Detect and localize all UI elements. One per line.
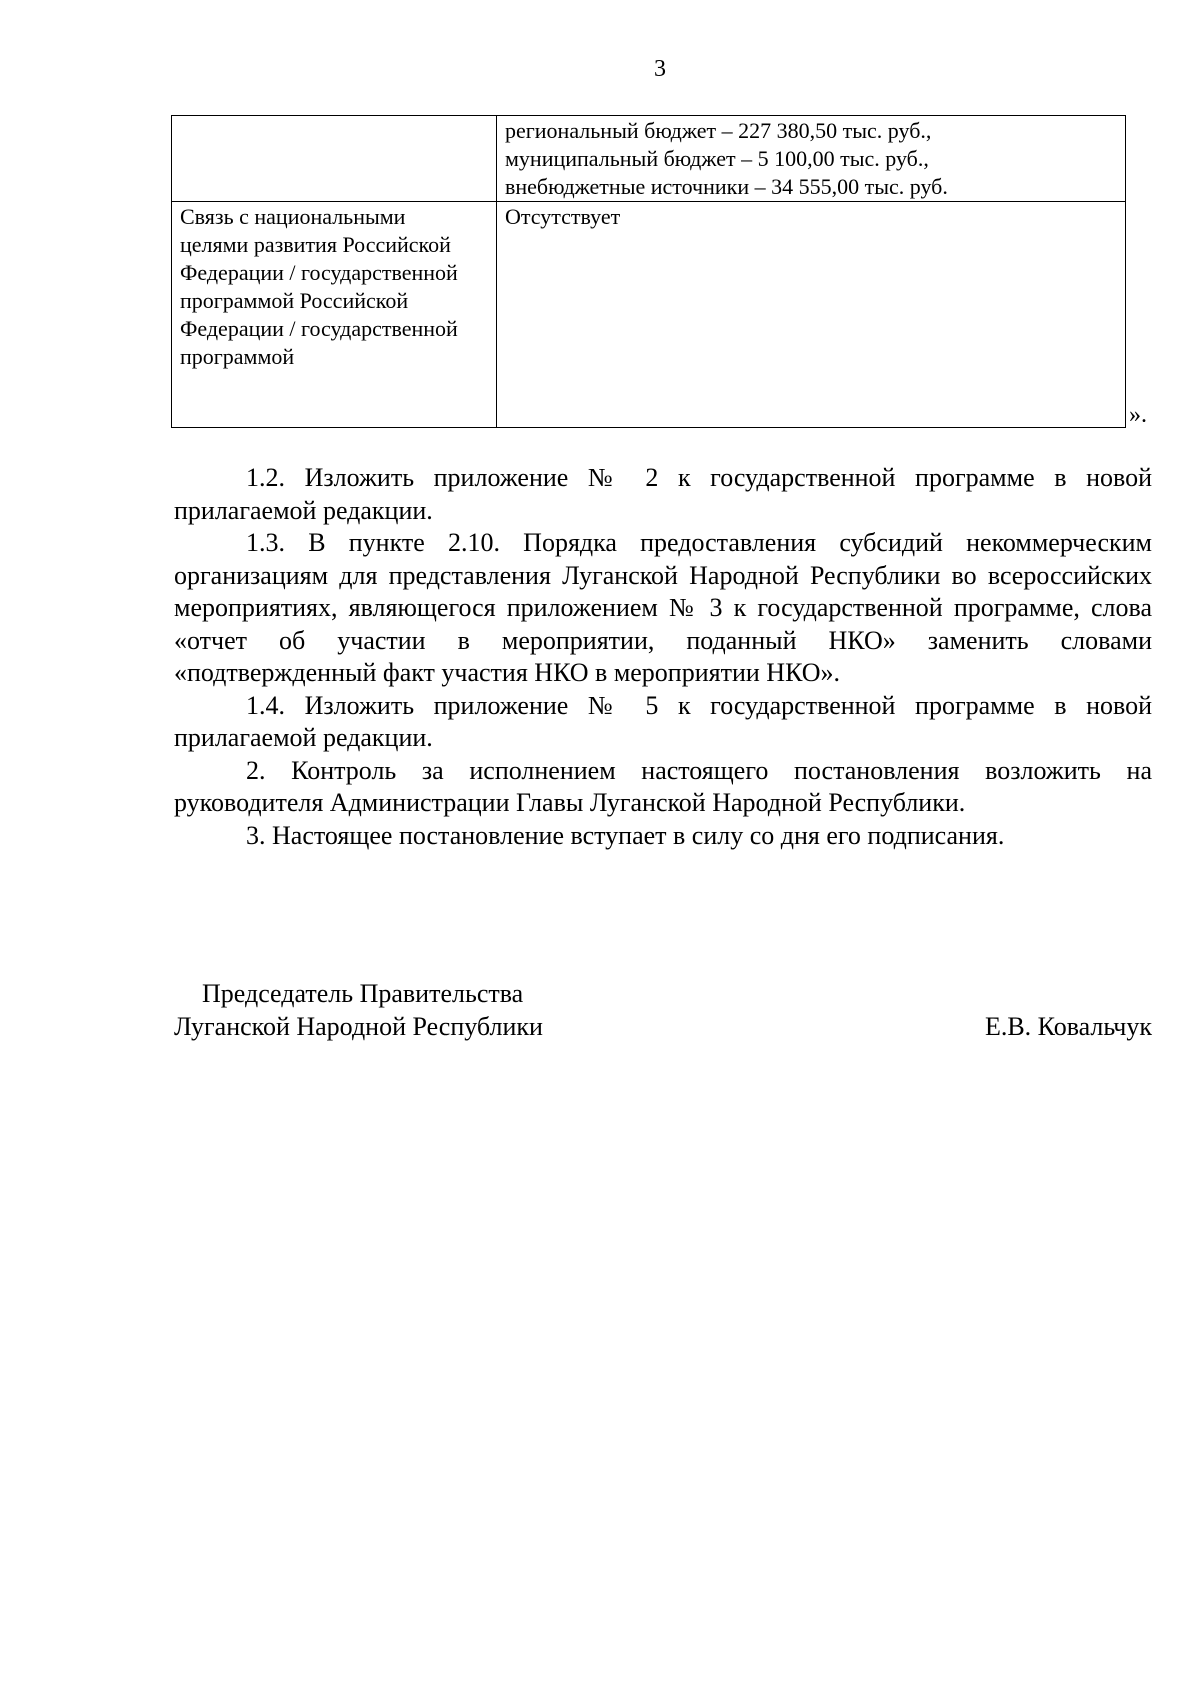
table-cell-empty	[172, 116, 497, 202]
label-line: Федерации / государственной	[180, 316, 458, 341]
table-cell-funding	[497, 116, 1126, 202]
program-passport-table	[171, 115, 1126, 428]
table-row	[172, 116, 1126, 202]
label-line: программой Российской	[180, 288, 409, 313]
table-cell-label	[172, 202, 497, 428]
label-line: Связь с национальными	[180, 204, 406, 229]
paragraph-3: 3. Настоящее постановление вступает в силу со дня его подписания.	[246, 820, 1005, 850]
paragraph-1-2: 1.2. Изложить приложение № 2 к государственной программе в новой прилагаемой редакции.	[174, 463, 1152, 525]
funding-regional: региональный бюджет – 227 380,50 тыс. руб.,	[505, 118, 932, 143]
signature-block	[174, 978, 1152, 1043]
page-number: 3	[654, 56, 666, 82]
label-line: целями развития Российской	[180, 232, 451, 257]
document-body	[174, 462, 1152, 852]
table-cell-value: Отсутствует	[497, 202, 1126, 428]
label-line: программой	[180, 344, 295, 369]
paragraph-2: 2. Контроль за исполнением настоящего постановления возложить на руководителя Администрации Главы Луганской Народной Республики.	[174, 755, 1152, 817]
funding-municipal: муниципальный бюджет – 5 100,00 тыс. руб.,	[505, 146, 929, 171]
closing-quote: ».	[1129, 402, 1147, 428]
signatory-title-line1: Председатель Правительства	[202, 979, 524, 1008]
signatory-title-line2: Луганской Народной Республики	[174, 1011, 543, 1041]
funding-extrabudgetary: внебюджетные источники – 34 555,00 тыс. руб.	[505, 174, 948, 199]
signatory-name: Е.В. Ковальчук	[984, 1011, 1152, 1041]
paragraph-1-3: 1.3. В пункте 2.10. Порядка предоставления субсидий некоммерческим организациям для представления Луганской Народной Республики во всероссийских мероприятиях, являющегося приложением № 3 к государственной программе, слова «отчет об участии в мероприятии, поданный НКО» заменить словами «подтвержденный факт участия НКО в мероприятии НКО».	[174, 528, 1152, 687]
table-row	[172, 202, 1126, 428]
paragraph-1-4: 1.4. Изложить приложение № 5 к государственной программе в новой прилагаемой редакции.	[174, 690, 1152, 752]
label-line: Федерации / государственной	[180, 260, 458, 285]
